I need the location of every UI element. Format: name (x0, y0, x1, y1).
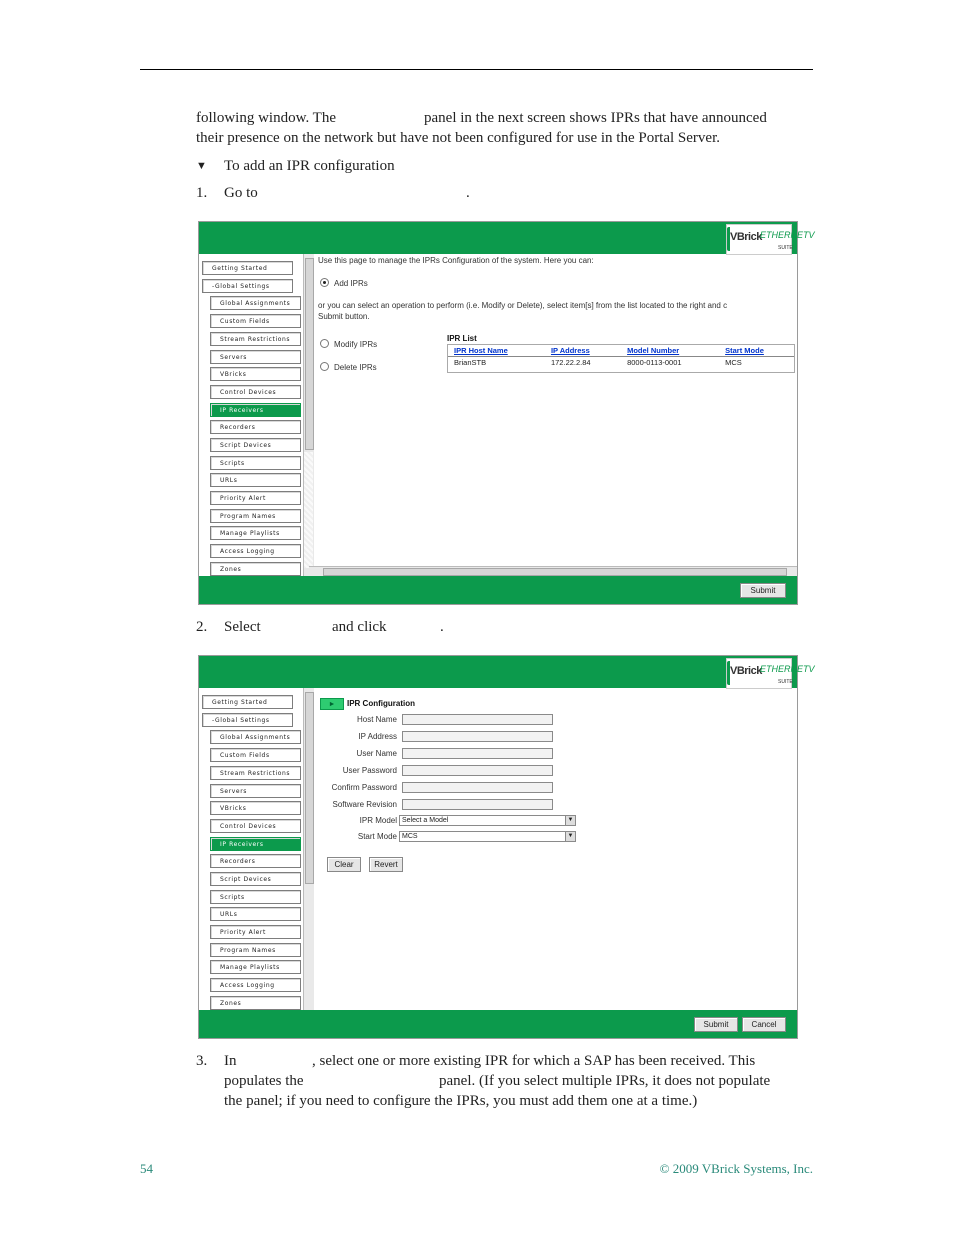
ip-address-input[interactable] (402, 731, 553, 742)
sidebar-item-ip-receivers[interactable]: IP Receivers (210, 403, 301, 417)
screenshot-ipr-configuration (198, 655, 815, 1039)
sidebar-item-servers[interactable]: Servers (210, 784, 301, 798)
ip-address-label: IP Address (358, 732, 397, 741)
sidebar-item-ip-receivers[interactable]: IP Receivers (210, 837, 301, 851)
sidebar-item-zones[interactable]: Zones (210, 996, 301, 1010)
step3-line3: the panel; if you need to configure the IPRs, you must add them one at a time.) (224, 1093, 698, 1109)
submit-button[interactable]: Submit (694, 1017, 738, 1032)
host-name-input[interactable] (402, 714, 553, 725)
procedure-title: To add an IPR configuration (224, 158, 395, 174)
sidebar-item-program-names[interactable]: Program Names (210, 509, 301, 523)
clear-button[interactable]: Clear (327, 857, 361, 872)
modify-ipr-radio[interactable] (320, 339, 329, 348)
sidebar-item-control-devices[interactable]: Control Devices (210, 819, 301, 833)
table-cell: 172.22.2.84 (550, 358, 591, 367)
step3-number: 3. (196, 1053, 208, 1069)
chevron-down-icon: ▼ (565, 832, 575, 841)
table-cell: BrianSTB (454, 358, 487, 367)
add-ipr-radio[interactable] (320, 278, 329, 287)
sidebar-item-stream-restrictions[interactable]: Stream Restrictions (210, 332, 301, 346)
vbrick-logo: VBrick ETHERNETV SUITE (726, 658, 792, 689)
sidebar-item-zones[interactable]: Zones (210, 562, 301, 576)
sidebar-item-getting-started[interactable]: Getting Started (202, 695, 293, 709)
start-mode-select[interactable]: MCS ▼ (399, 831, 576, 842)
delete-ipr-label: Delete IPRs (334, 363, 377, 372)
sidebar-item-control-devices[interactable]: Control Devices (210, 385, 301, 399)
sidebar-item-script-devices[interactable]: Script Devices (210, 872, 301, 886)
sidebar-item-global-assignments[interactable]: Global Assignments (210, 296, 301, 310)
submit-button[interactable]: Submit (740, 583, 786, 598)
sidebar-item-stream-restrictions[interactable]: Stream Restrictions (210, 766, 301, 780)
column-header-start-mode[interactable]: Start Mode (719, 345, 794, 357)
sidebar-item-priority-alert[interactable]: Priority Alert (210, 925, 301, 939)
screen1-or-text2: Submit button. (318, 312, 370, 321)
software-revision-input[interactable] (402, 799, 553, 810)
down-triangle-icon: ▼ (196, 160, 207, 172)
host-name-label: Host Name (356, 715, 397, 724)
sidebar-item-servers[interactable]: Servers (210, 350, 301, 364)
table-cell: 8000-0113-0001 (627, 358, 682, 367)
modify-ipr-label: Modify IPRs (334, 340, 378, 349)
step2-text-b: and click (332, 619, 387, 635)
step1-number: 1. (196, 185, 208, 201)
screen1-or-text1: or you can select an operation to perform (i.e. Modify or Delete), select item[s] from the list located to the right and c (318, 301, 728, 310)
screen1-intro: Use this page to manage the IPRs Configuration of the system. Here you can: (318, 256, 594, 265)
expand-arrow-icon[interactable]: ► (320, 698, 344, 710)
user-password-input[interactable] (402, 765, 553, 776)
sidebar-item-custom-fields[interactable]: Custom Fields (210, 748, 301, 762)
step3-line1-b: , select one or more existing IPR for which a SAP has been received. This (312, 1053, 756, 1069)
footer-bar (199, 576, 797, 604)
sidebar-item-vbricks[interactable]: VBricks (210, 801, 301, 815)
sidebar-item-script-devices[interactable]: Script Devices (210, 438, 301, 452)
header-bar (199, 222, 797, 254)
column-header-ip-address[interactable]: IP Address (545, 345, 621, 357)
ipr-list-title: IPR List (447, 334, 477, 343)
intro-line1-a: following window. The (196, 110, 336, 126)
sidebar-item-access-logging[interactable]: Access Logging (210, 544, 301, 558)
confirm-password-label: Confirm Password (331, 783, 397, 792)
software-revision-label: Software Revision (332, 800, 397, 809)
sidebar-item-manage-playlists[interactable]: Manage Playlists (210, 960, 301, 974)
delete-ipr-radio[interactable] (320, 362, 329, 371)
cancel-button[interactable]: Cancel (742, 1017, 786, 1032)
step3-line2-a: populates the (224, 1073, 304, 1089)
ipr-list-table (447, 344, 795, 373)
table-cell: MCS (725, 358, 742, 367)
user-name-input[interactable] (402, 748, 553, 759)
ipr-model-label: IPR Model (359, 816, 397, 825)
start-mode-label: Start Mode (357, 832, 397, 841)
sidebar (199, 254, 311, 576)
screenshot-ipr-list (198, 221, 815, 605)
step2-number: 2. (196, 619, 208, 635)
sidebar-item-scripts[interactable]: Scripts (210, 890, 301, 904)
sidebar-item-access-logging[interactable]: Access Logging (210, 978, 301, 992)
step2-text-a: Select (224, 619, 261, 635)
sidebar-item-manage-playlists[interactable]: Manage Playlists (210, 526, 301, 540)
intro-line1-b: panel in the next screen shows IPRs that have announced (424, 110, 767, 126)
table-row[interactable] (448, 357, 794, 369)
intro-line2: their presence on the network but have not been configured for use in the Portal Server. (196, 130, 720, 146)
user-password-label: User Password (342, 766, 397, 775)
confirm-password-input[interactable] (402, 782, 553, 793)
sidebar-item-priority-alert[interactable]: Priority Alert (210, 491, 301, 505)
page-number: 54 (140, 1161, 153, 1176)
step2-text-c: . (440, 619, 444, 635)
vbrick-logo: VBrick ETHERNETV SUITE (726, 224, 792, 255)
sidebar-item-custom-fields[interactable]: Custom Fields (210, 314, 301, 328)
user-name-label: User Name (356, 749, 397, 758)
column-header-ipr-host-name[interactable]: IPR Host Name (448, 345, 545, 357)
ipr-config-title: IPR Configuration (347, 699, 415, 708)
sidebar-item-global-assignments[interactable]: Global Assignments (210, 730, 301, 744)
sidebar-item-recorders[interactable]: Recorders (210, 420, 301, 434)
sidebar-item-global-settings[interactable]: -Global Settings (202, 713, 293, 727)
horizontal-scrollbar[interactable] (309, 566, 797, 576)
chevron-down-icon: ▼ (565, 816, 575, 825)
header-rule (140, 69, 813, 70)
add-ipr-label: Add IPRs (334, 279, 368, 288)
revert-button[interactable]: Revert (369, 857, 403, 872)
sidebar-item-global-settings[interactable]: -Global Settings (202, 279, 293, 293)
ipr-model-select[interactable]: Select a Model ▼ (399, 815, 576, 826)
sidebar-item-vbricks[interactable]: VBricks (210, 367, 301, 381)
step1-text-a: Go to (224, 185, 258, 201)
header-bar (199, 656, 797, 688)
sidebar-item-scripts[interactable]: Scripts (210, 456, 301, 470)
sidebar-item-getting-started[interactable]: Getting Started (202, 261, 293, 275)
copyright: © 2009 VBrick Systems, Inc. (659, 1161, 813, 1176)
step1-text-b: . (466, 185, 470, 201)
step3-line2-b: panel. (If you select multiple IPRs, it does not populate (439, 1073, 771, 1089)
sidebar-item-urls[interactable]: URLs (210, 907, 301, 921)
sidebar-item-program-names[interactable]: Program Names (210, 943, 301, 957)
sidebar (199, 688, 311, 1010)
step3-line1-a: In (224, 1053, 237, 1069)
column-header-model-number[interactable]: Model Number (621, 345, 719, 357)
sidebar-item-recorders[interactable]: Recorders (210, 854, 301, 868)
sidebar-item-urls[interactable]: URLs (210, 473, 301, 487)
